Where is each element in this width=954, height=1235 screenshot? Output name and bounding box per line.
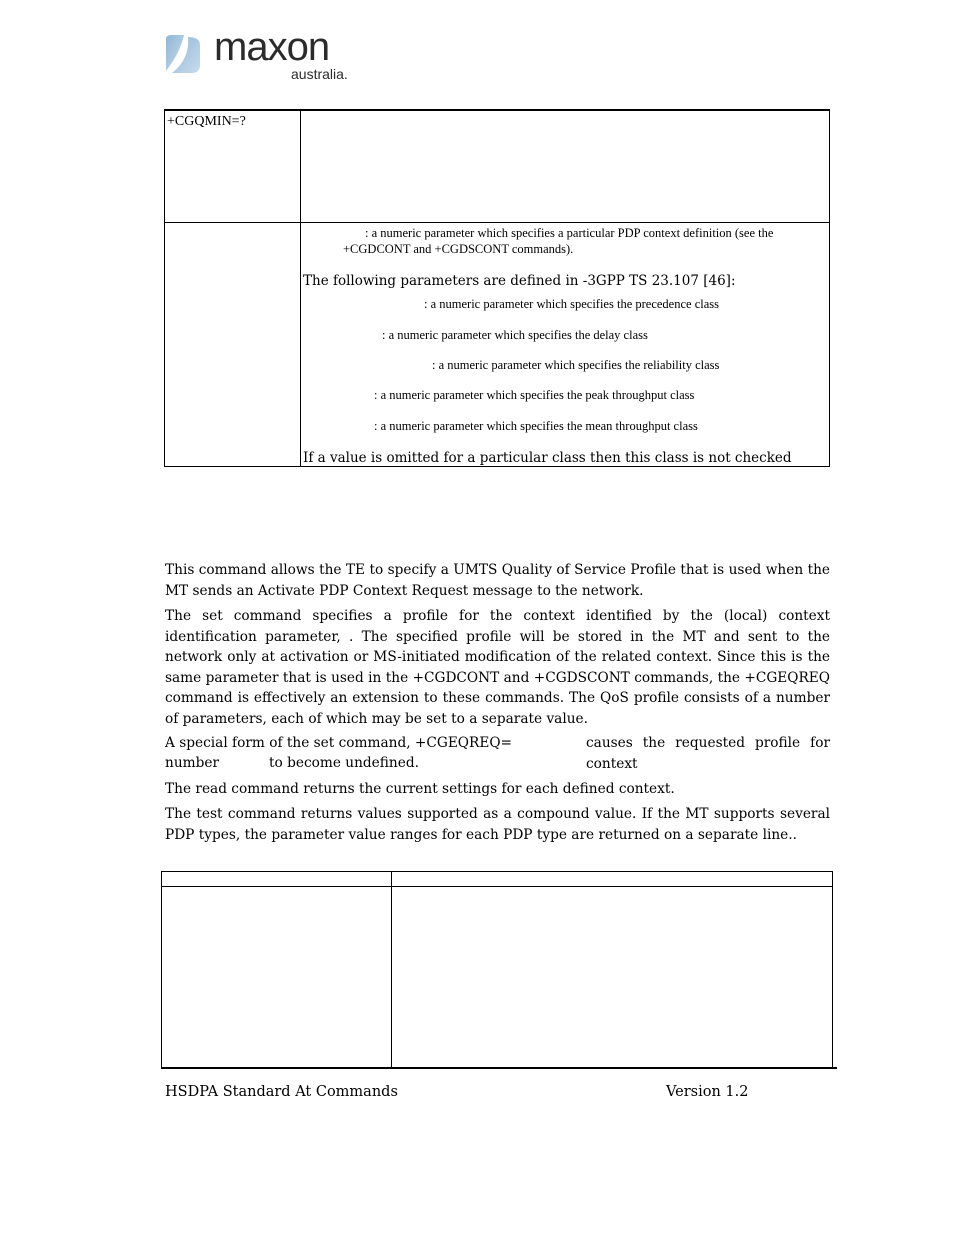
description-paragraph-1: This command allows the TE to specify a UMTS Quality of Service Profile that is used when the MT sends an Activate PDP Context Request message to the network. (165, 562, 830, 599)
logo-mark-icon (164, 35, 204, 75)
logo-subtitle: australia. (291, 66, 348, 82)
table-header-divider (162, 886, 832, 887)
paragraph-3-part-c: number (165, 755, 220, 771)
footer-title: HSDPA Standard At Commands (165, 1084, 398, 1100)
omitted-note: If a value is omitted for a particular class then this class is not checked (303, 450, 792, 466)
paragraph-3-part-b: causes the requested profile for context (586, 735, 830, 772)
cid-description-cont: +CGDCONT and +CGDSCONT commands). (343, 242, 574, 256)
command-table (164, 109, 830, 467)
test-command-cell: +CGQMIN=? (167, 114, 246, 129)
delay-description: : a numeric parameter which specifies the delay class (382, 328, 648, 342)
footer-rule (161, 1067, 837, 1069)
paragraph-3-part-d: to become undefined. (269, 755, 419, 771)
syntax-table (161, 871, 833, 1068)
table-column-divider (300, 111, 301, 466)
mean-description: : a numeric parameter which specifies the mean throughput class (374, 419, 698, 433)
description-paragraph-3 (165, 733, 830, 775)
description-paragraph-2: The set command specifies a profile for the context identified by the (local) context identification parameter, . The specified profile will be stored in the MT and sent to the network only at activation or MS-initiated modification of the related context. Since this is the same parameter that is used in the +CGDCONT and +CGDSCONT commands, the +CGEQREQ command is effectively an extension to these commands. The QoS profile consists of a number of parameters, each of which may be set to a separate value. (165, 608, 830, 727)
footer-version: Version 1.2 (666, 1084, 749, 1100)
reliability-description: : a numeric parameter which specifies the reliability class (432, 358, 720, 372)
logo-wordmark: maxon (214, 25, 330, 69)
description-paragraph-4: The read command returns the current settings for each defined context. (165, 781, 675, 797)
parameters-intro: The following parameters are defined in -3GPP TS 23.107 [46]: (303, 273, 736, 289)
table-row-divider (165, 222, 829, 223)
precedence-description: : a numeric parameter which specifies the precedence class (424, 297, 719, 311)
description-paragraph-5: The test command returns values supported as a compound value. If the MT supports several PDP types, the parameter value ranges for each PDP type are returned on a separate line.. (165, 806, 830, 843)
cid-description: : a numeric parameter which specifies a particular PDP context definition (see the (365, 226, 774, 240)
table-column-divider (391, 872, 392, 1067)
maxon-logo (164, 25, 364, 85)
paragraph-3-part-a: A special form of the set command, +CGEQREQ= (165, 735, 513, 751)
peak-description: : a numeric parameter which specifies the peak throughput class (374, 388, 695, 402)
